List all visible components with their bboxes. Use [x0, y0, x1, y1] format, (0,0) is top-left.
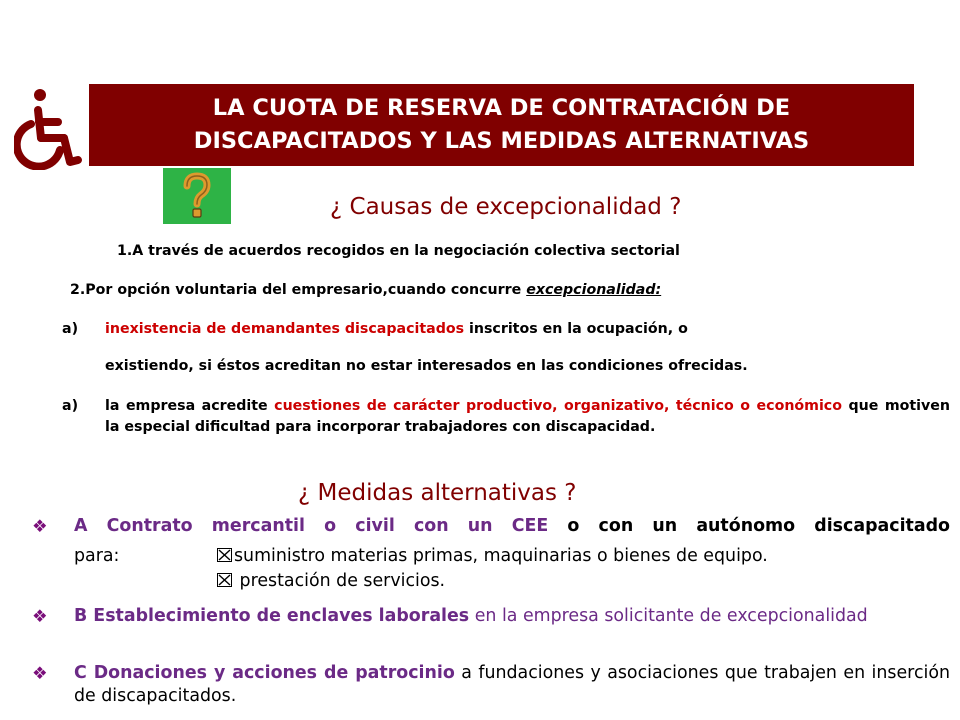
diamond-bullet-icon: ❖ [32, 664, 48, 684]
bullet-c-purple: C Donaciones y acciones de patrocinio [74, 663, 455, 683]
sub-item-a1-rest: inscritos en la ocupación, o [464, 321, 688, 337]
diamond-bullet-icon: ❖ [32, 517, 48, 537]
medidas-heading: ¿ Medidas alternativas ? [298, 480, 577, 506]
diamond-bullet-icon: ❖ [32, 607, 48, 627]
bullet-b-purple: B Establecimiento de enclaves laborales [74, 606, 470, 626]
bullet-a-purple: A Contrato mercantil o civil con un CEE [74, 516, 549, 536]
bullet-b-text [74, 605, 950, 628]
causas-heading: ¿ Causas de excepcionalidad ? [330, 194, 682, 220]
bullet-c-text [74, 662, 950, 708]
sub-item-a1-marker: a) [62, 321, 79, 337]
checkbox-x-icon [217, 573, 232, 587]
causa-item-2-emph: excepcionalidad: [526, 282, 662, 298]
banner-title-line1: LA CUOTA DE RESERVA DE CONTRATACIÓN DE [212, 95, 791, 121]
bullet-a-option-1 [217, 546, 768, 566]
sub-item-a1-line2: existiendo, si éstos acreditan no estar interesados en las condiciones ofrecidas. [105, 358, 748, 374]
sub-item-a2-pre: la empresa acredite [105, 398, 275, 414]
sub-item-a1-red: inexistencia de demandantes discapacitados [105, 321, 465, 337]
sub-item-a2 [105, 396, 950, 437]
sub-item-a2-red: cuestiones de carácter productivo, organizativo, técnico o económico [274, 398, 842, 414]
bullet-c-rest: a fundaciones y asociaciones que trabajen en inserción de discapacitados. [74, 663, 950, 706]
causa-item-2 [70, 282, 661, 298]
checkbox-x-icon [217, 548, 232, 562]
question-mark-icon [163, 168, 231, 224]
title-banner [89, 84, 914, 166]
bullet-a-option-2-text: prestación de servicios. [234, 571, 446, 591]
bullet-a-text [74, 515, 950, 538]
sub-item-a1 [105, 321, 688, 337]
banner-title-line2: DISCAPACITADOS Y LAS MEDIDAS ALTERNATIVAS [193, 128, 810, 154]
bullet-a-option-1-text: suministro materias primas, maquinarias o bienes de equipo. [234, 546, 768, 566]
sub-item-a2-marker: a) [62, 398, 79, 414]
bullet-b-rest: en la empresa solicitante de excepcionalidad [469, 606, 868, 626]
wheelchair-icon [14, 86, 84, 170]
bullet-a-option-2 [217, 571, 445, 591]
sub-item-a2-post: que motiven la especial dificultad para incorporar trabajadores con discapacidad. [105, 398, 950, 435]
bullet-a-bold: o con un autónomo discapacitado [548, 516, 950, 536]
bullet-a-label: para: [74, 546, 120, 566]
causa-item-1: 1.A través de acuerdos recogidos en la negociación colectiva sectorial [117, 243, 680, 259]
causa-item-2-text: 2.Por opción voluntaria del empresario,cuando concurre [70, 282, 527, 298]
